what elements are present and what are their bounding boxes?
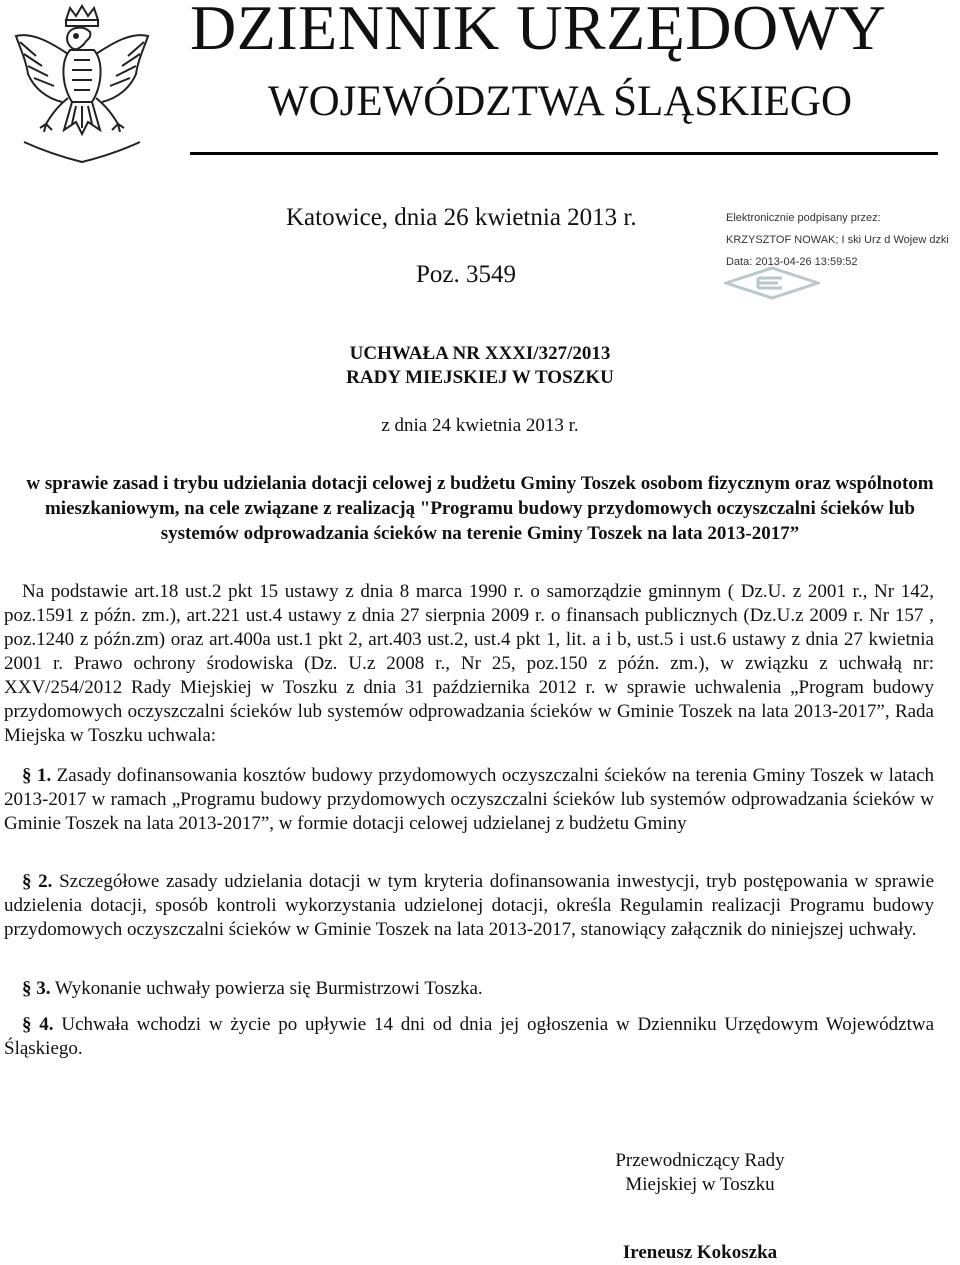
signature-line-3: Data: 2013-04-26 13:59:52 bbox=[726, 256, 858, 268]
section-text: Uchwała wchodzi w życie po upływie 14 dni od dnia jej ogłoszenia w Dzienniku Urzędowym Województwa Śląskiego. bbox=[4, 1014, 935, 1059]
signatory-name: Ireneusz Kokoszka bbox=[622, 1242, 778, 1263]
place-date: Katowice, dnia 26 kwietnia 2013 r. bbox=[286, 204, 637, 231]
resolution-subject: w sprawie zasad i trybu udzielania dotacji celowej z budżetu Gminy Toszek osobom fizycznym oraz wspólnotom mieszkaniowym, na cele związane z realizacją "Programu budowy przydomowych oczyszczalni ścieków lub systemów odprowadzania ścieków na terenie Gminy Toszek na lata 2013-2017” bbox=[26, 473, 934, 544]
signatory-role-line-2: Miejskiej w Toszku bbox=[625, 1174, 775, 1195]
signatory-role-line-1: Przewodniczący Rady bbox=[615, 1150, 785, 1171]
signatory-role bbox=[600, 1149, 800, 1197]
section-1 bbox=[4, 764, 934, 836]
preamble-paragraph bbox=[4, 580, 934, 748]
polish-eagle-emblem-icon bbox=[6, 2, 158, 170]
section-mark: § 4. bbox=[22, 1014, 54, 1035]
section-text: Wykonanie uchwały powierza się Burmistrzowi Toszka. bbox=[54, 978, 483, 999]
signature-line-2: KRZYSZTOF NOWAK; I ski Urz d Wojew dzki bbox=[726, 234, 949, 246]
signature-line-1: Elektronicznie podpisany przez: bbox=[726, 212, 881, 224]
preamble-text: Na podstawie art.18 ust.2 pkt 15 ustawy z dnia 8 marca 1990 r. o samorządzie gminnym ( Dz.U. z 2001 r., Nr 142, poz.1591 z późn. zm.), art.221 ust.4 ustawy z dnia 27 sierpnia 2009 r. o finansach publicznych (Dz.U.z 2009 r. Nr 157 , poz.1240 z późn.zm) oraz art.400a ust.1 pkt 2, art.403 ust.2, ust.4 pkt 1, lit. a i b, ust.5 i ust.6 ustawy z dnia 27 kwietnia 2001 r. Prawo ochrony środowiska (Dz. U.z 2008 r., Nr 25, poz.150 z późn. zm.), w związku z uchwałą nr: XXV/254/2012 Rady Miejskiej w Toszku z dnia 31 października 2012 r. w sprawie uchwalenia „Program budowy przydomowych oczyszczalni ścieków lub systemów odprowadzania ścieków w Gminie Toszek na lata 2013-2017”, Rada Miejska w Toszku uchwala: bbox=[4, 581, 934, 746]
section-4 bbox=[4, 1013, 934, 1061]
resolution-heading bbox=[0, 342, 960, 390]
e-signature-mark-icon bbox=[724, 266, 820, 300]
position-number: Poz. 3549 bbox=[416, 261, 516, 288]
header-divider bbox=[190, 152, 938, 155]
resolution-date: z dnia 24 kwietnia 2013 r. bbox=[381, 415, 579, 436]
section-mark: § 3. bbox=[22, 978, 51, 999]
section-mark: § 2. bbox=[22, 871, 53, 892]
resolution-number: UCHWAŁA NR XXXI/327/2013 bbox=[349, 343, 611, 364]
section-3 bbox=[4, 977, 934, 1001]
gazette-subtitle: WOJEWÓDZTWA ŚLĄSKIEGO bbox=[268, 78, 853, 125]
section-2 bbox=[4, 870, 934, 942]
section-text: Zasady dofinansowania kosztów budowy przydomowych oczyszczalni ścieków na terenia Gminy Toszek w latach 2013-2017 w ramach „Programu budowy przydomowych oczyszczalni ścieków lub systemów odprowadzania ścieków w Gminie Toszek na lata 2013-2017”, w formie dotacji celowej udzielanej z budżetu Gminy bbox=[4, 765, 935, 834]
electronic-signature-box bbox=[726, 207, 949, 273]
gazette-title: DZIENNIK URZĘDOWY bbox=[190, 0, 887, 63]
section-text: Szczegółowe zasady udzielania dotacji w tym kryteria dofinansowania inwestycji, tryb postępowania w sprawie udzielenia dotacji, sposób kontroli wykorzystania udzielonej dotacji, określa Regulamin realizacji Programu budowy przydomowych oczyszczalni ścieków w Gminie Toszek na lata 2013-2017, stanowiący załącznik do niniejszej uchwały. bbox=[4, 871, 934, 940]
resolution-council: RADY MIEJSKIEJ W TOSZKU bbox=[346, 367, 614, 388]
section-mark: § 1. bbox=[22, 765, 52, 786]
